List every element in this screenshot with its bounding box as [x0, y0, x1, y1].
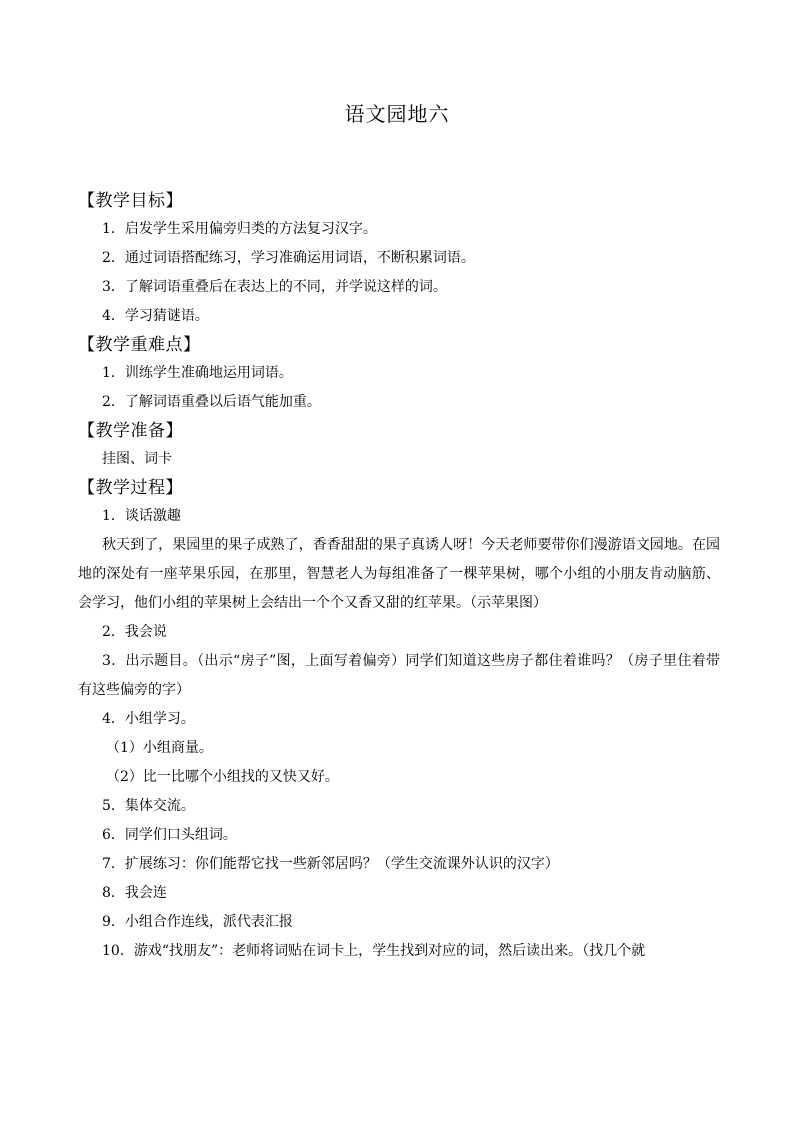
process-step: 2．我会说 — [102, 624, 167, 640]
goal-item: 3．了解词语重叠后在表达上的不同，并学说这样的词。 — [102, 279, 447, 295]
preparation-item: 挂图、词卡 — [102, 451, 172, 467]
process-step: 7．扩展练习：你们能帮它找一些新邻居吗？（学生交流课外认识的汉字） — [102, 856, 559, 872]
goal-item: 4．学习猜谜语。 — [102, 308, 209, 324]
process-step: 10．游戏“找朋友”：老师将词贴在词卡上，学生找到对应的词，然后读出来。（找几个就 — [102, 943, 646, 959]
process-step: 4．小组学习。 — [102, 711, 195, 727]
section-heading-goals: 【教学目标】 — [78, 191, 183, 211]
section-heading-key-points: 【教学重难点】 — [78, 335, 201, 355]
document-body — [78, 187, 720, 966]
goal-item: 2．通过词语搭配练习，学习准确运用词语，不断积累词语。 — [102, 250, 475, 266]
key-point-item: 1．训练学生准确地运用词语。 — [102, 365, 293, 381]
process-paragraph: 3．出示题目。（出示“房子”图，上面写着偏旁）同学们知道这些房子都住着谁吗？（房子里住着带有这些偏旁的字） — [78, 653, 720, 698]
process-step: 6．同学们口头组词。 — [102, 827, 237, 843]
process-step: 1．谈话激趣 — [102, 508, 181, 524]
process-step: 5．集体交流。 — [102, 798, 195, 814]
goal-item: 1．启发学生采用偏旁归类的方法复习汉字。 — [102, 221, 377, 237]
key-point-item: 2．了解词语重叠以后语气能加重。 — [102, 394, 321, 410]
page-title: 语文园地六 — [344, 102, 450, 126]
process-paragraph: 秋天到了，果园里的果子成熟了，香香甜甜的果子真诱人呀！今天老师要带你们漫游语文园地。在园地的深处有一座苹果乐园，在那里，智慧老人为每组准备了一棵苹果树，哪个小组的小朋友肯动脑筋、会学习，他们小组的苹果树上会结出一个个又香又甜的红苹果。（示苹果图） — [78, 537, 720, 611]
section-heading-preparation: 【教学准备】 — [78, 421, 183, 441]
process-step: 8．我会连 — [102, 885, 167, 901]
process-substep: （2）比一比哪个小组找的又快又好。 — [106, 769, 339, 785]
process-substep: （1）小组商量。 — [106, 740, 213, 756]
process-step: 9．小组合作连线，派代表汇报 — [102, 914, 293, 930]
section-heading-process: 【教学过程】 — [78, 478, 183, 498]
